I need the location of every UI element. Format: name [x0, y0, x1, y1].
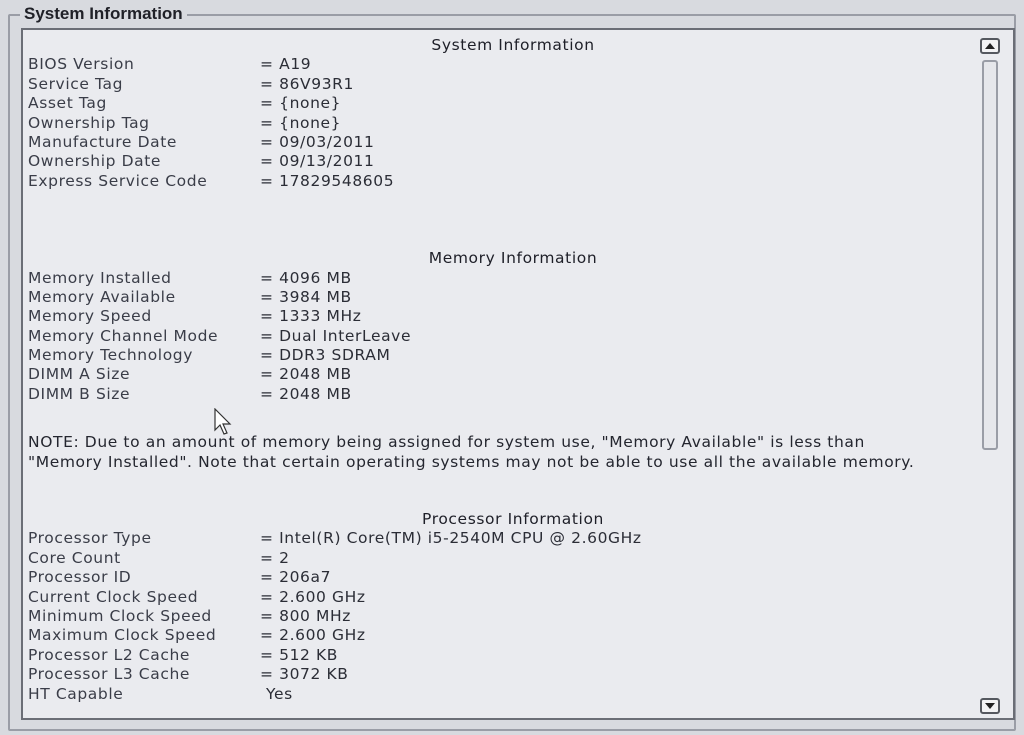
group-title: System Information	[20, 4, 187, 24]
row-label: Memory Installed	[28, 268, 172, 287]
row-value: = 2048 MB	[260, 365, 352, 384]
row-value: = 2048 MB	[260, 384, 352, 403]
row-label: Core Count	[28, 548, 121, 567]
row-value: = A19	[260, 55, 312, 74]
row-value: = 2.600 GHz	[260, 626, 366, 645]
processor-type-row	[28, 529, 968, 548]
row-value: = 206a7	[260, 568, 332, 587]
dimm-a-size-row	[28, 365, 968, 384]
manufacture-date-row	[28, 133, 968, 152]
scroll-up-arrow-icon	[985, 43, 995, 49]
scroll-up-button[interactable]	[980, 38, 1000, 54]
row-label: Current Clock Speed	[28, 587, 199, 606]
row-value: = 09/03/2011	[260, 132, 375, 151]
service-tag-row	[28, 75, 968, 94]
row-value: = 3072 KB	[260, 665, 349, 684]
memory-channel-mode-row	[28, 327, 968, 346]
row-label: Service Tag	[28, 74, 124, 93]
row-label: Memory Channel Mode	[28, 326, 219, 345]
ht-capable-row	[28, 685, 968, 704]
express-service-code-row	[28, 172, 968, 191]
bios-version-row	[28, 55, 968, 74]
info-panel[interactable]	[21, 28, 1015, 720]
row-label: BIOS Version	[28, 55, 135, 74]
row-label: Express Service Code	[28, 171, 208, 190]
row-label: Ownership Tag	[28, 113, 150, 132]
core-count-row	[28, 549, 968, 568]
memory-speed-row	[28, 307, 968, 326]
row-value: = 3984 MB	[260, 287, 352, 306]
ownership-tag-row	[28, 114, 968, 133]
row-label: Asset Tag	[28, 94, 107, 113]
row-label: Manufacture Date	[28, 132, 178, 151]
info-content	[28, 36, 968, 704]
spacer	[28, 472, 968, 510]
row-value: = Dual InterLeave	[260, 326, 412, 345]
row-value: = 86V93R1	[260, 74, 354, 93]
memory-technology-row	[28, 346, 968, 365]
ownership-date-row	[28, 152, 968, 171]
row-value: = Intel(R) Core(TM) i5-2540M CPU @ 2.60GHz	[260, 529, 642, 548]
memory-info-heading: Memory Information	[428, 249, 598, 268]
dimm-b-size-row	[28, 385, 968, 404]
spacer	[28, 404, 968, 423]
current-clock-speed-row	[28, 588, 968, 607]
row-value: = 17829548605	[260, 171, 395, 190]
l3-cache-row	[28, 665, 968, 684]
l2-cache-row	[28, 646, 968, 665]
minimum-clock-speed-row	[28, 607, 968, 626]
row-label: Processor L2 Cache	[28, 645, 191, 664]
row-label: HT Capable	[28, 684, 124, 703]
row-value: = 2.600 GHz	[260, 587, 366, 606]
asset-tag-row	[28, 94, 968, 113]
memory-available-row	[28, 288, 968, 307]
scrollbar-track[interactable]	[982, 54, 998, 698]
row-value: = 09/13/2011	[260, 152, 375, 171]
row-value: = 2	[260, 548, 290, 567]
maximum-clock-speed-row	[28, 626, 968, 645]
row-value: Yes	[266, 684, 293, 703]
memory-note: NOTE: Due to an amount of memory being assigned for system use, "Memory Available" is less than "Memory Installed". Note that certain operating systems may not be able to use all the available memory.	[28, 433, 915, 471]
row-label: Memory Technology	[28, 346, 193, 365]
row-label: Processor Type	[28, 529, 152, 548]
row-value: = {none}	[260, 94, 342, 113]
row-label: DIMM B Size	[28, 384, 131, 403]
scroll-down-arrow-icon	[985, 703, 995, 709]
row-label: Processor L3 Cache	[28, 665, 191, 684]
vertical-scrollbar[interactable]	[979, 38, 1001, 714]
row-value: = 800 MHz	[260, 607, 351, 626]
row-value: = 1333 MHz	[260, 307, 362, 326]
scroll-down-button[interactable]	[980, 698, 1000, 714]
row-value: = 512 KB	[260, 645, 339, 664]
memory-installed-row	[28, 269, 968, 288]
row-label: Minimum Clock Speed	[28, 607, 212, 626]
processor-id-row	[28, 568, 968, 587]
row-label: DIMM A Size	[28, 365, 131, 384]
row-value: = DDR3 SDRAM	[260, 346, 391, 365]
row-label: Processor ID	[28, 568, 132, 587]
row-label: Ownership Date	[28, 152, 162, 171]
spacer	[28, 191, 968, 249]
row-label: Memory Speed	[28, 307, 152, 326]
row-label: Memory Available	[28, 287, 176, 306]
mouse-pointer-icon	[214, 408, 234, 436]
scrollbar-thumb[interactable]	[982, 60, 998, 450]
row-label: Maximum Clock Speed	[28, 626, 217, 645]
row-value: = 4096 MB	[260, 268, 352, 287]
processor-info-heading: Processor Information	[422, 510, 604, 529]
system-info-heading: System Information	[431, 36, 595, 54]
row-value: = {none}	[260, 113, 342, 132]
